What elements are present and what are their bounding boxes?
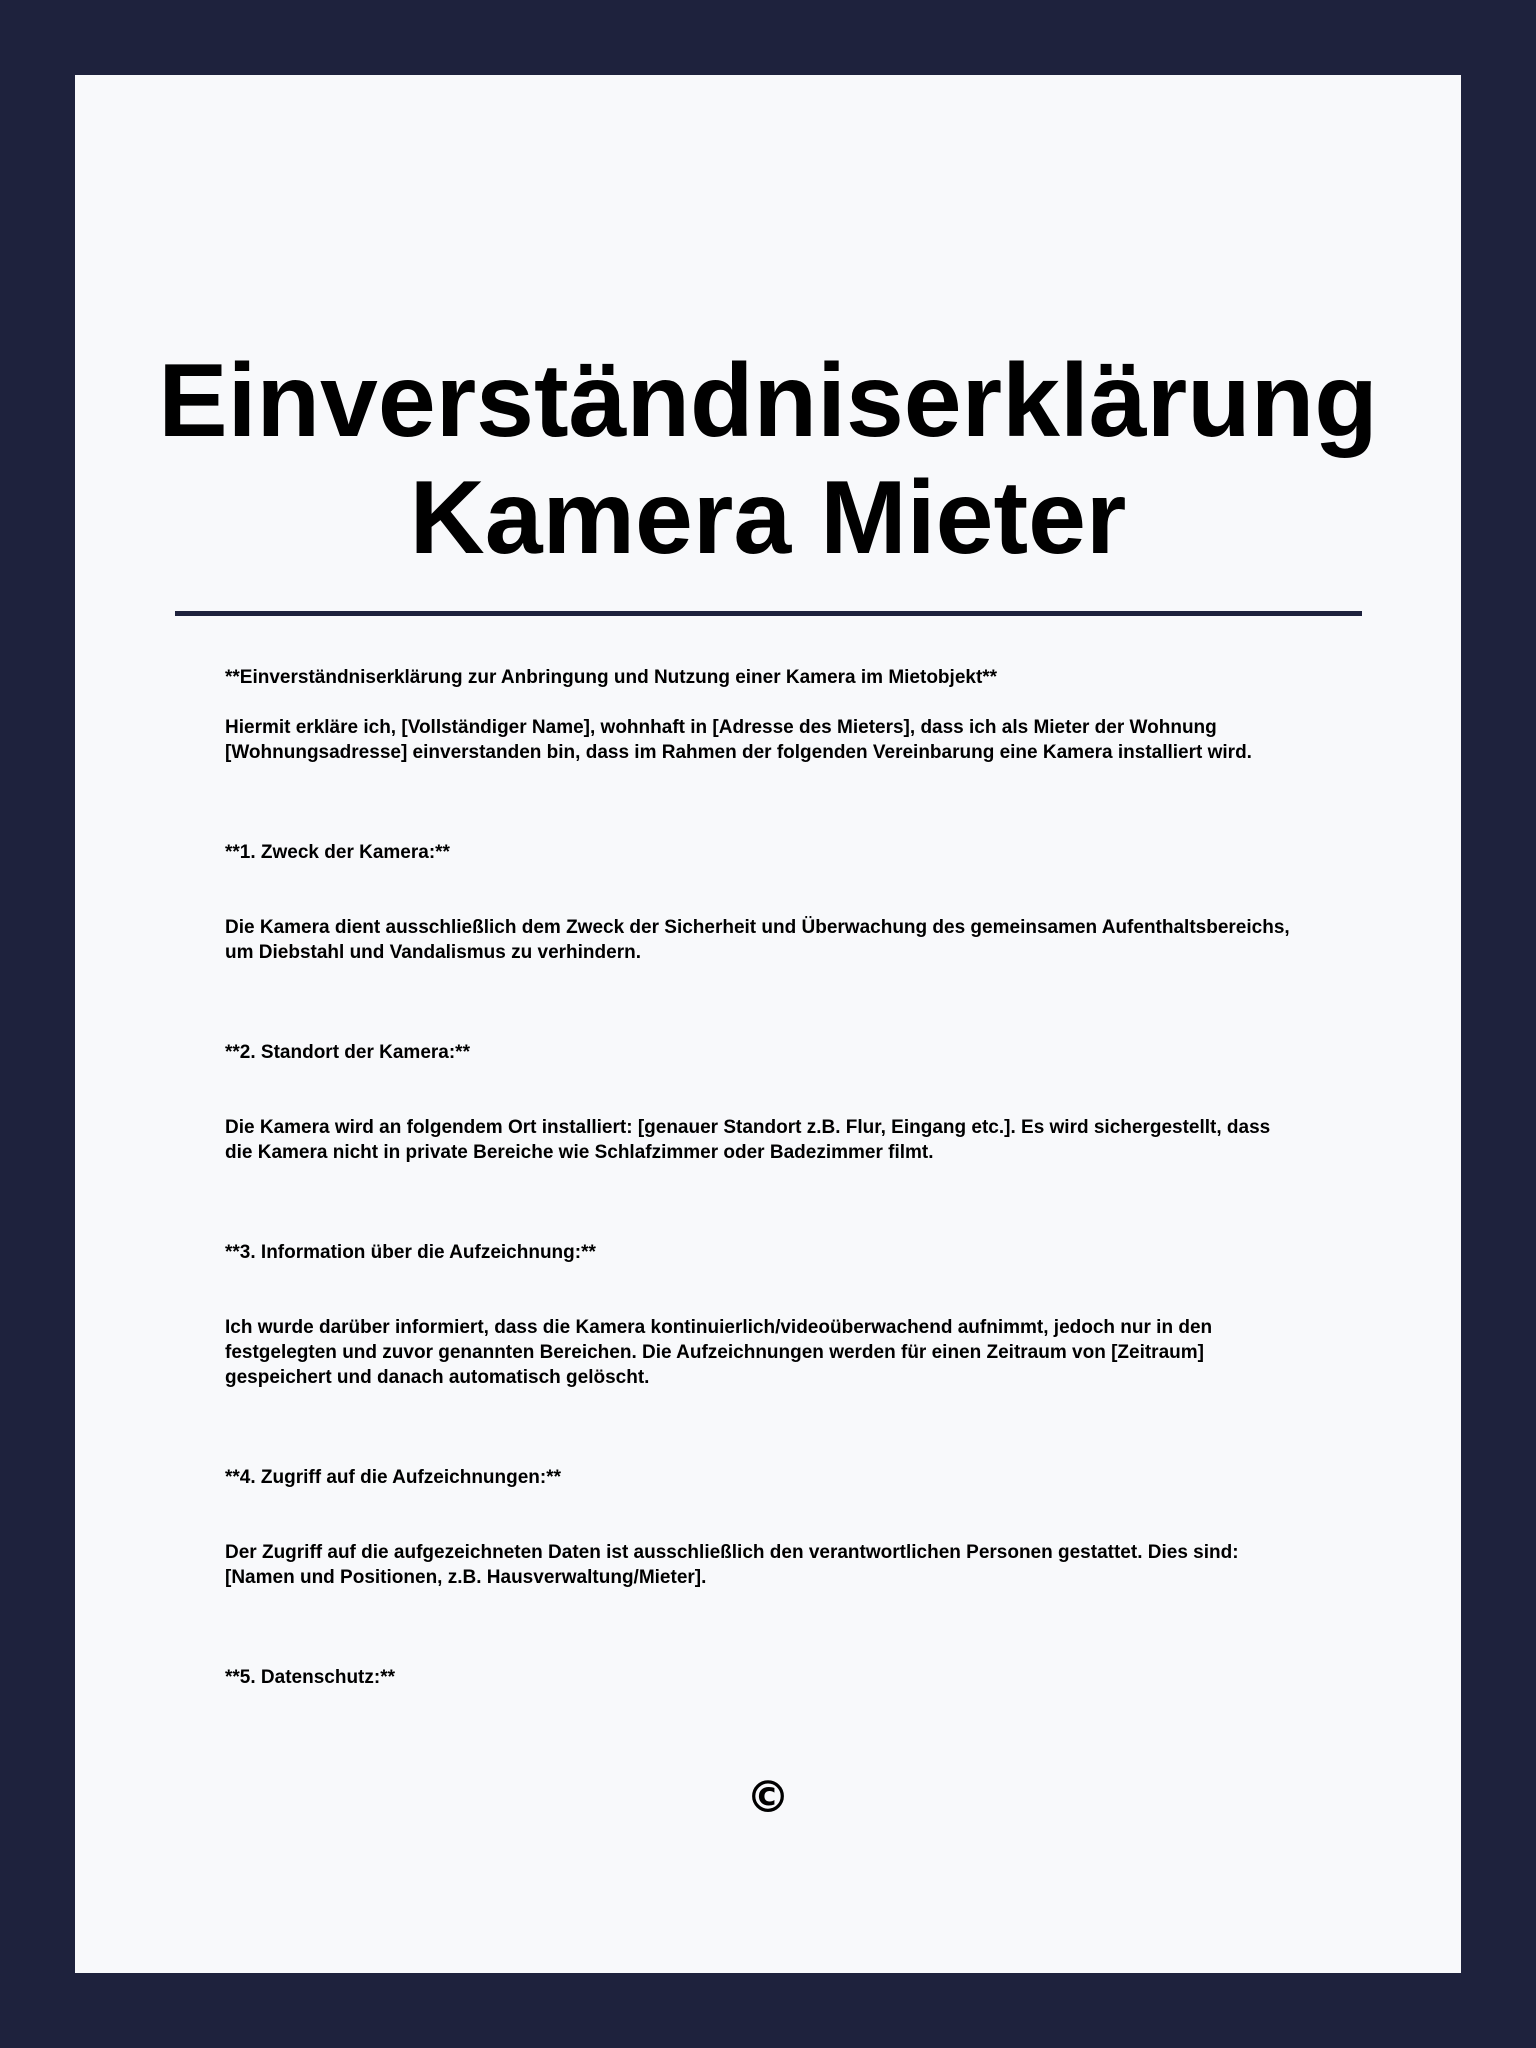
document-page [75, 75, 1461, 1973]
section-1-heading: **1. Zweck der Kamera:** [225, 842, 450, 863]
section-2-line: die Kamera nicht in private Bereiche wie Schlafzimmer oder Badezimmer filmt. [225, 1142, 934, 1163]
section-2-paragraph [225, 1115, 1425, 1165]
section-4-paragraph [225, 1540, 1425, 1590]
section-3-line: gespeichert und danach automatisch gelöscht. [225, 1367, 650, 1388]
section-1-line: um Diebstahl und Vandalismus zu verhindern. [225, 942, 641, 963]
section-3-paragraph [225, 1315, 1425, 1390]
title-line-2: Kamera Mieter [409, 460, 1127, 576]
intro-line: [Wohnungsadresse] einverstanden bin, dass im Rahmen der folgenden Vereinbarung eine Kamera installiert wird. [225, 742, 1252, 763]
section-4-line: Der Zugriff auf die aufgezeichneten Daten ist ausschließlich den verantwortlichen Personen gestattet. Dies sind: [225, 1542, 1239, 1563]
section-3-line: Ich wurde darüber informiert, dass die Kamera kontinuierlich/videoüberwachend aufnimmt, jedoch nur in den [225, 1317, 1213, 1338]
title-line-1: Einverständniserklärung [158, 343, 1378, 459]
intro-paragraph [225, 715, 1425, 765]
copyright-icon: © [746, 1772, 790, 1823]
section-1-line: Die Kamera dient ausschließlich dem Zweck der Sicherheit und Überwachung des gemeinsamen Aufenthaltsbereichs, [225, 917, 1290, 938]
section-3-line: festgelegten und zuvor genannten Bereichen. Die Aufzeichnungen werden für einen Zeitraum von [Zeitraum] [225, 1342, 1204, 1363]
section-1-paragraph [225, 915, 1425, 965]
document-title [75, 343, 1461, 577]
section-2-line: Die Kamera wird an folgendem Ort installiert: [genauer Standort z.B. Flur, Eingang etc.]. Es wird sichergestellt, dass [225, 1117, 1271, 1138]
section-2-heading: **2. Standort der Kamera:** [225, 1042, 470, 1063]
section-4-heading: **4. Zugriff auf die Aufzeichnungen:** [225, 1467, 562, 1488]
intro-heading: **Einverständniserklärung zur Anbringung und Nutzung einer Kamera im Mietobjekt** [225, 667, 998, 688]
title-divider [175, 611, 1362, 616]
intro-line: Hiermit erkläre ich, [Vollständiger Name], wohnhaft in [Adresse des Mieters], dass ich als Mieter der Wohnung [225, 717, 1217, 738]
section-3-heading: **3. Information über die Aufzeichnung:** [225, 1242, 596, 1263]
section-4-line: [Namen und Positionen, z.B. Hausverwaltung/Mieter]. [225, 1567, 707, 1588]
section-5-heading: **5. Datenschutz:** [225, 1667, 395, 1688]
